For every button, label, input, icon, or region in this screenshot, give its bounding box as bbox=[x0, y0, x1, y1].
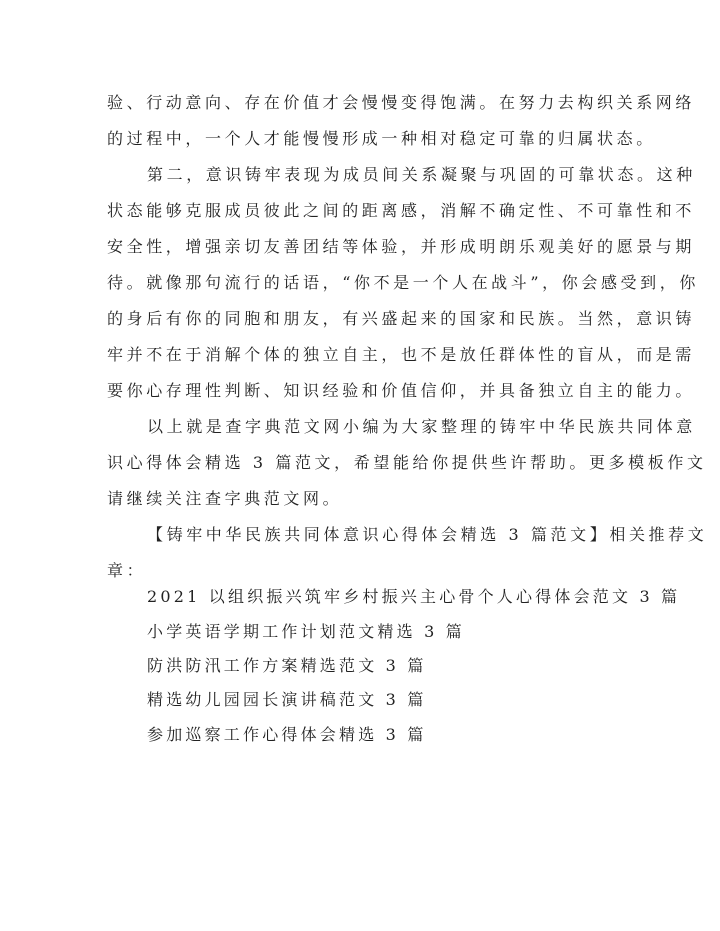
text-line: 验、行动意向、存在价值才会慢慢变得饱满。在努力去构织关系网络 bbox=[107, 93, 696, 112]
text-line: 识心得体会精选 3 篇范文，希望能给你提供些许帮助。更多模板作文 bbox=[107, 453, 707, 472]
text-line: 要你心存理性判断、知识经验和价值信仰，并具备独立自主的能力。 bbox=[107, 381, 696, 400]
text-line: 待。就像那句流行的话语，“你不是一个人在战斗”，你会感受到，你 bbox=[107, 273, 699, 292]
text-line: 状态能够克服成员彼此之间的距离感，消解不确定性、不可靠性和不 bbox=[107, 201, 696, 220]
related-link[interactable]: 精选幼儿园园长演讲稿范文 3 篇 bbox=[147, 690, 427, 709]
related-link[interactable]: 防洪防汛工作方案精选范文 3 篇 bbox=[147, 656, 427, 675]
text-line: 第二，意识铸牢表现为成员间关系凝聚与巩固的可靠状态。这种 bbox=[147, 165, 696, 184]
related-heading: 【铸牢中华民族共同体意识心得体会精选 3 篇范文】相关推荐文 bbox=[147, 525, 708, 544]
text-line: 安全性，增强亲切友善团结等体验，并形成明朗乐观美好的愿景与期 bbox=[107, 237, 696, 256]
text-line: 的过程中，一个人才能慢慢形成一种相对稳定可靠的归属状态。 bbox=[107, 129, 656, 148]
related-link[interactable]: 小学英语学期工作计划范文精选 3 篇 bbox=[147, 622, 465, 641]
related-link[interactable]: 参加巡察工作心得体会精选 3 篇 bbox=[147, 725, 427, 744]
related-link[interactable]: 2021 以组织振兴筑牢乡村振兴主心骨个人心得体会范文 3 篇 bbox=[147, 587, 681, 606]
text-line: 牢并不在于消解个体的独立自主，也不是放任群体性的盲从，而是需 bbox=[107, 345, 696, 364]
text-line: 请继续关注查字典范文网。 bbox=[107, 489, 343, 508]
related-heading: 章： bbox=[107, 561, 147, 580]
text-line: 的身后有你的同胞和朋友，有兴盛起来的国家和民族。当然，意识铸 bbox=[107, 309, 696, 328]
text-line: 以上就是查字典范文网小编为大家整理的铸牢中华民族共同体意 bbox=[147, 417, 696, 436]
